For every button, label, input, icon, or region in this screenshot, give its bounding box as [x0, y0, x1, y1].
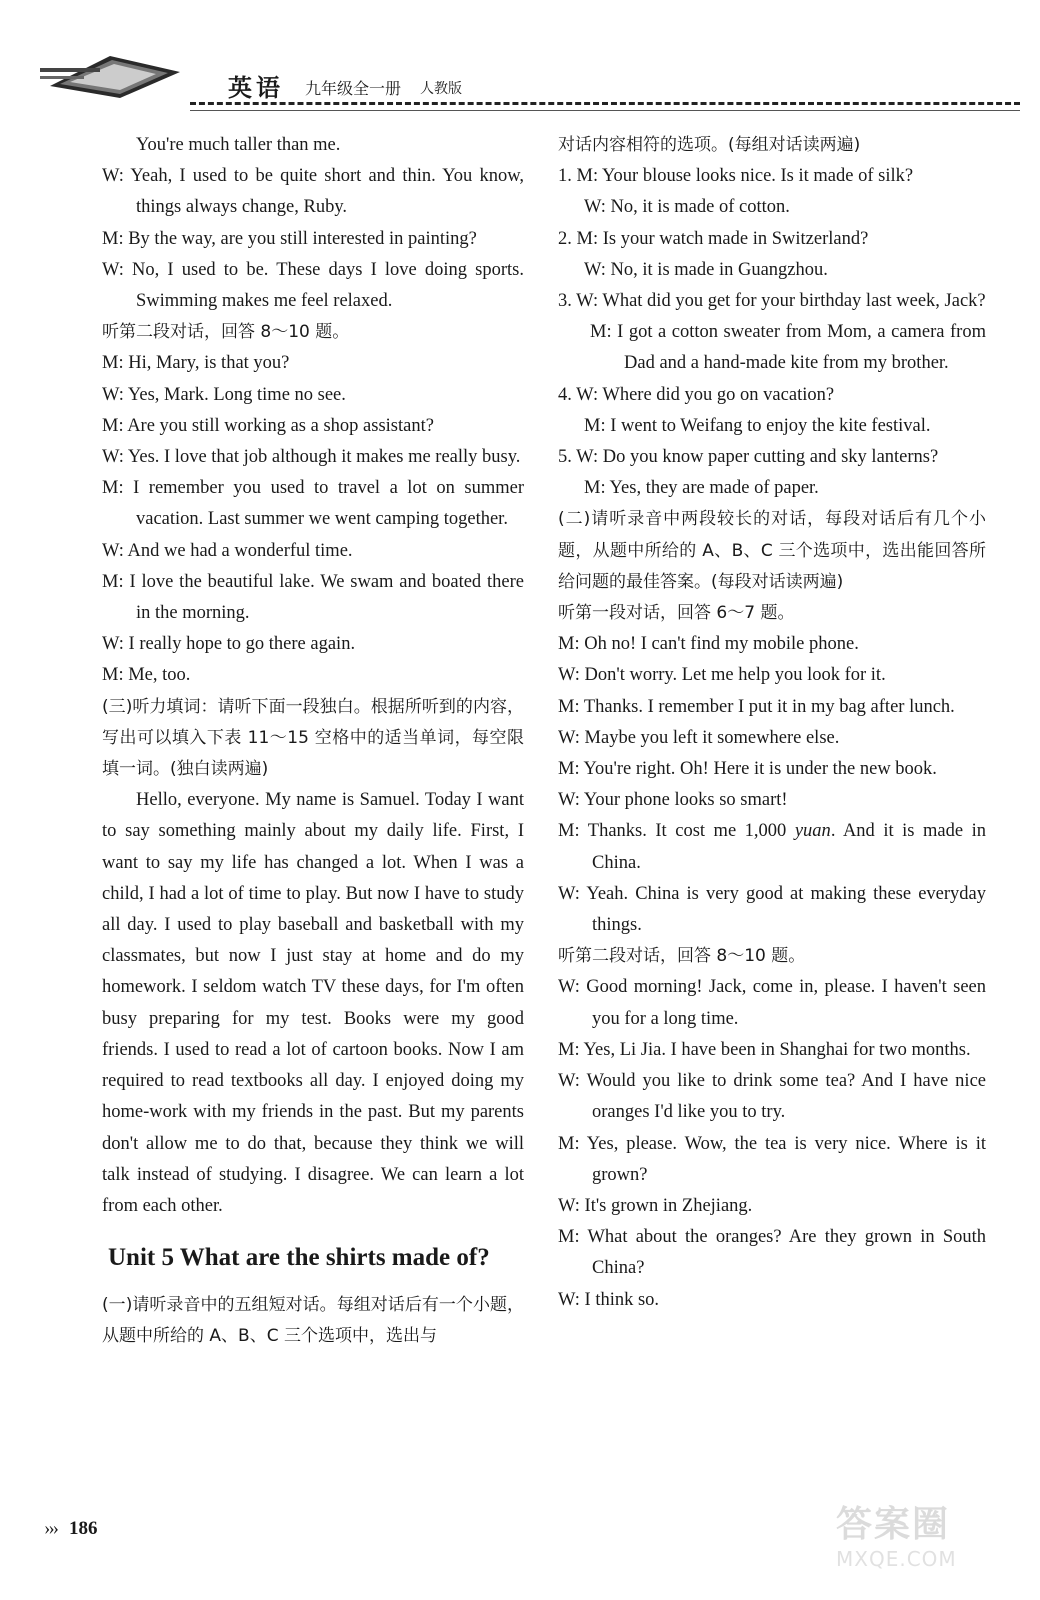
dialogue-line: W: Yes, Mark. Long time no see. [102, 384, 346, 405]
dialogue-text: . And it is made in China. [592, 821, 986, 873]
dialogue-line: W: Your phone looks so smart! [558, 790, 788, 811]
section-instruction: 听第二段对话，回答 8～10 题。 [102, 322, 350, 343]
question-dialogue: M: I got a cotton sweater from Mom, a camera from Dad and a hand-made kite from my brother. [590, 322, 986, 374]
header-divider [190, 102, 1020, 105]
dialogue-line: M: By the way, are you still interested in painting? [102, 228, 477, 249]
dialogue-line: W: It's grown in Zhejiang. [558, 1195, 753, 1216]
dialogue-line: W: Yeah. China is very good at making these everyday things. [558, 883, 986, 936]
left-column [102, 130, 524, 1353]
dialogue-line [558, 816, 986, 878]
header-grade: 九年级全一册 [305, 79, 402, 98]
question-dialogue: M: I went to Weifang to enjoy the kite festival. [584, 415, 931, 436]
section-instruction: (二)请听录音中两段较长的对话，每段对话后有几个小题，从题中所给的 A、B、C 三个选项中，选出能回答所给问题的最佳答案。(每段对话读两遍) [558, 509, 986, 592]
question-dialogue: W: No, it is made of cotton. [584, 197, 790, 218]
dialogue-line: W: I really hope to go there again. [102, 634, 356, 655]
monologue-text: Hello, everyone. My name is Samuel. Today I want to say something mainly about my daily life. First, I want to say my life has changed a lot. When I was a child, I had a lot of time to play. But now I have to study all day. I used to play baseball and basketball with my classmates, but now I just stay at home and do my homework. I seldom watch TV these days, for I'm often busy preparing for my test. Books were my good friends. I used to read a lot of cartoon books. Now I am required to read textbooks all day. I enjoyed doing my home-work with my friends in the past. But my parents don't allow me to do that, because they think we will talk instead of studying. I disagree. We can learn a lot from each other. [102, 790, 524, 1216]
dialogue-line: W: I think so. [558, 1289, 660, 1310]
question-dialogue: 3. W: What did you get for your birthday last week, Jack? [558, 291, 986, 312]
dialogue-line: W: Don't worry. Let me help you look for it. [558, 665, 886, 686]
header-subject: 英语 [228, 74, 284, 102]
dialogue-line: M: What about the oranges? Are they grown in South China? [558, 1227, 986, 1279]
right-column [558, 130, 986, 1316]
dialogue-line: M: Yes, Li Jia. I have been in Shanghai for two months. [558, 1039, 971, 1060]
question-dialogue: 2. M: Is your watch made in Switzerland? [558, 228, 869, 249]
section-instruction: 听第二段对话，回答 8～10 题。 [558, 946, 806, 967]
section-instruction: (三)听力填词：请听下面一段独白。根据所听到的内容，写出可以填入下表 11～15 空格中的适当单词，每空限填一词。(独白读两遍) [102, 696, 524, 780]
question-dialogue: 4. W: Where did you go on vacation? [558, 384, 835, 405]
question-dialogue: M: Yes, they are made of paper. [584, 478, 819, 499]
unit-title: Unit 5 What are the shirts made of? [108, 1244, 490, 1272]
watermark-text: 答案圈 [836, 1504, 951, 1545]
watermark-logo [836, 1496, 1026, 1592]
watermark-url: MXQE.COM [836, 1547, 957, 1571]
dialogue-line: W: Maybe you left it somewhere else. [558, 727, 840, 748]
section-instruction: 对话内容相符的选项。(每组对话读两遍) [558, 135, 861, 155]
dialogue-line: M: I love the beautiful lake. We swam and boated there in the morning. [102, 571, 524, 624]
dialogue-line: M: I remember you used to travel a lot on summer vacation. Last summer we went camping together. [102, 478, 524, 530]
page-number [44, 1518, 97, 1540]
dialogue-line: W: And we had a wonderful time. [102, 540, 353, 561]
dialogue-line: W: Yes. I love that job although it makes me really busy. [102, 447, 521, 468]
dialogue-line: M: Yes, please. Wow, the tea is very nice. Where is it grown? [558, 1133, 986, 1185]
chevron-right-icon: ››› [44, 1518, 57, 1539]
header-divider-thin [190, 110, 1020, 111]
dialogue-line: W: Good morning! Jack, come in, please. I haven't seen you for a long time. [558, 977, 986, 1029]
dialogue-line: W: Would you like to drink some tea? And I have nice oranges I'd like you to try. [558, 1071, 986, 1123]
dialogue-line: M: Me, too. [102, 665, 191, 686]
question-dialogue: 5. W: Do you know paper cutting and sky lanterns? [558, 447, 939, 468]
page-header [40, 40, 1020, 120]
question-dialogue: W: No, it is made in Guangzhou. [584, 259, 828, 280]
dialogue-line: M: Thanks. I remember I put it in my bag after lunch. [558, 696, 955, 717]
section-instruction: (一)请听录音中的五组短对话。每组对话后有一个小题，从题中所给的 A、B、C 三个选项中，选出与 [102, 1295, 524, 1347]
dialogue-line: M: Oh no! I can't find my mobile phone. [558, 634, 859, 655]
dialogue-line: M: You're right. Oh! Here it is under the new book. [558, 759, 937, 780]
dialogue-line: W: No, I used to be. These days I love doing sports. Swimming makes me feel relaxed. [102, 259, 524, 312]
header-edition: 人教版 [420, 81, 462, 97]
italic-word: yuan [794, 821, 831, 842]
book-logo-icon [40, 46, 190, 102]
dialogue-line: M: Hi, Mary, is that you? [102, 353, 290, 374]
section-instruction: 听第一段对话，回答 6～7 题。 [558, 603, 795, 624]
dialogue-line: W: Yeah, I used to be quite short and thin. You know, things always change, Ruby. [102, 166, 524, 218]
dialogue-text: M: Thanks. It cost me 1,000 [558, 821, 795, 842]
dialogue-line: M: Are you still working as a shop assistant? [102, 415, 434, 436]
question-dialogue: 1. M: Your blouse looks nice. Is it made of silk? [558, 166, 914, 187]
page-number-value: 186 [68, 1518, 98, 1539]
dialogue-line: You're much taller than me. [136, 135, 341, 155]
